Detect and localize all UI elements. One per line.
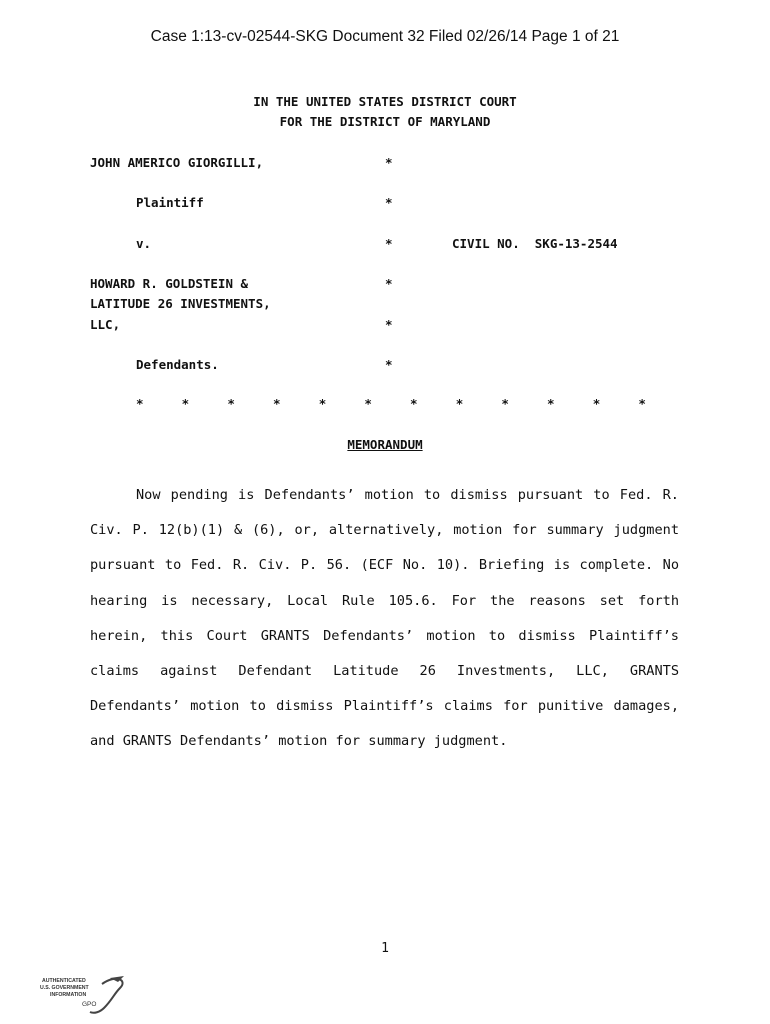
- defendant-line-3: LLC,: [90, 317, 121, 332]
- caption-star-row: [136, 396, 646, 411]
- memorandum-title: MEMORANDUM: [347, 437, 423, 452]
- row-star: *: [364, 396, 372, 411]
- case-header: Case 1:13-cv-02544-SKG Document 32 Filed 02/26/14 Page 1 of 21: [150, 28, 620, 45]
- defendant-role: Defendants.: [136, 357, 219, 372]
- row-star: *: [592, 396, 601, 411]
- row-star: *: [136, 396, 144, 411]
- court-title-line1: IN THE UNITED STATES DISTRICT COURT: [253, 94, 517, 109]
- plaintiff-role: Plaintiff: [136, 195, 204, 210]
- court-title-line2: FOR THE DISTRICT OF MARYLAND: [279, 114, 491, 129]
- row-star: *: [273, 396, 281, 411]
- caption-star: *: [385, 276, 393, 291]
- defendant-line-1: HOWARD R. GOLDSTEIN &: [90, 276, 249, 291]
- plaintiff-name: JOHN AMERICO GIORGILLI,: [90, 155, 264, 170]
- caption-star: *: [385, 357, 393, 372]
- page-number: 1: [381, 941, 389, 956]
- row-star: *: [318, 396, 327, 411]
- row-star: *: [547, 396, 555, 411]
- defendant-line-2: LATITUDE 26 INVESTMENTS,: [90, 296, 271, 311]
- gpo-authenticated-logo: [40, 972, 130, 1018]
- civil-number: CIVIL NO. SKG-13-2544: [452, 236, 618, 251]
- row-star: *: [638, 396, 646, 411]
- caption-star: *: [385, 317, 393, 332]
- row-star: *: [410, 396, 418, 411]
- caption-star: *: [385, 155, 393, 170]
- memorandum-paragraph: Now pending is Defendants’ motion to dismiss pursuant to Fed. R. Civ. P. 12(b)(1) & (6), or, alternatively, motion for summary judgment pursuant to Fed. R. Civ. P. 56. (ECF No. 10). Briefing is complete. No hearing is necessary, Local Rule 105.6. For the reasons set forth herein, this Court GRANTS Defendants’ motion to dismiss Plaintiff’s claims against Defendant Latitude 26 Investments, LLC, GRANTS Defendants’ motion to dismiss Plaintiff’s claims for punitive damages, and GRANTS Defendants’ motion for summary judgment.: [90, 487, 679, 750]
- gpo-logo-line2: U.S. GOVERNMENT: [40, 985, 89, 991]
- row-star: *: [501, 396, 509, 411]
- row-star: *: [181, 396, 190, 411]
- caption-star: *: [385, 195, 393, 210]
- caption-star: *: [385, 236, 393, 251]
- row-star: *: [227, 396, 235, 411]
- gpo-logo-line3: INFORMATION: [50, 992, 87, 998]
- row-star: *: [455, 396, 464, 411]
- gpo-logo-mark: GPO: [82, 1001, 97, 1008]
- versus-label: v.: [136, 236, 152, 251]
- gpo-logo-line1: AUTHENTICATED: [42, 978, 86, 984]
